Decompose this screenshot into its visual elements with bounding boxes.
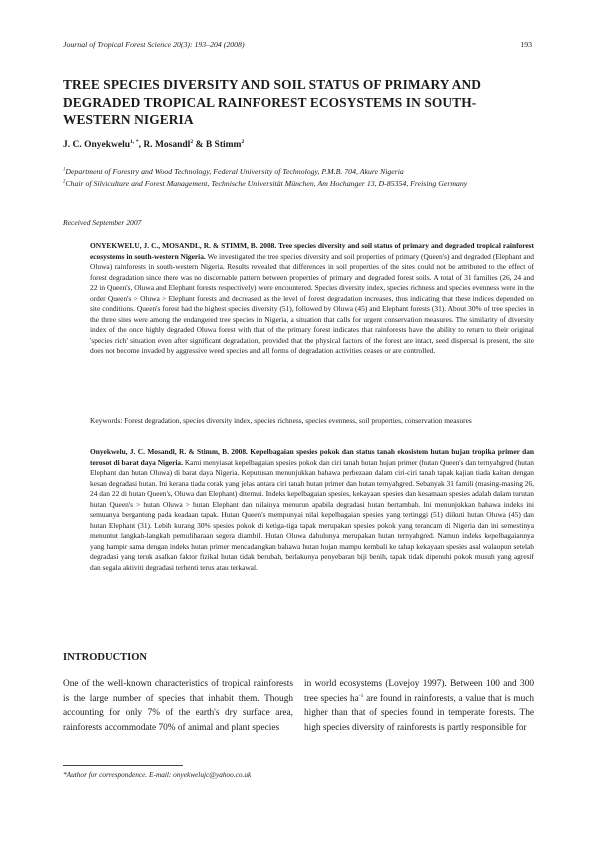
abstract-english	[90, 241, 534, 357]
affiliation-marker: 1	[63, 167, 66, 173]
page-number: 193	[520, 40, 532, 49]
abstract-malay	[90, 447, 534, 573]
author-affiliation-marker: 1, *	[130, 138, 139, 145]
body-text: are found in rainforests, a value that is much higher than that of species found in temperate forests. The high species diversity of rainforests is partly responsible for	[304, 693, 534, 733]
abstract-citation: ONYEKWELU, J. C., MOSANDL, R. & STIMM, B. 2008. Tree species diversity and soil status of primary and degraded tropical rainforest ecosystems in south-western Nigeria.	[90, 241, 534, 261]
article-title: TREE SPECIES DIVERSITY AND SOIL STATUS OF PRIMARY AND DEGRADED TROPICAL RAINFOREST ECOSYSTEMS IN SOUTH-WESTERN NIGERIA	[63, 77, 482, 127]
abstract-body: We investigated the tree species diversity and soil properties of primary (Queen's) and degraded (Elephant and Oluwa) rainforests in south-western Nigeria. Results revealed that differences in soil properties of the sites could not be attributed to the effect of forest degradation since there was no discernable pattern between properties of primary and degraded forest soils. A total of 31 families (26, 24 and 22 in Queen's, Oluwa and Elephant forests respectively) were encountered. Species diversity index, species richness and species evenness were in the order Queen's > Oluwa > Elephant forests and decreased as the level of forest degradation increases, thus indicating that these indices depended on site conditions. Queen's forest had the highest species diversity (51), followed by Oluwa (45) and Elephant forests (31). About 30% of tree species in the three sites were among the endangered tree species in Nigeria, a situation that calls for urgent conservation measures. The similarity of diversity index of the once highly degraded Oluwa forest with that of the primary forest indicates that rainforests have the ability to return to their original 'species rich' situation even after significant degradation, provided that the physical factors of the forest are intact, seed dispersal is present, the site does not become invaded by aggressive weed species and all forms of degradation activities ceases or are controlled.	[90, 251, 534, 355]
abstract-citation: Onyekwelu, J. C. Mosandl, R. & Stimm, B. 2008. Kepelbagaian spesies pokok dan status tanah ekosistem hutan hujan tropika primer dan terosot di barat daya Nigeria.	[90, 447, 534, 467]
author-affiliation-marker: 2	[241, 138, 245, 145]
author-name: & B Stimm	[193, 140, 242, 150]
journal-citation-line: Journal of Tropical Forest Science 20(3): 193–204 (2008)	[63, 40, 245, 49]
introduction-heading: INTRODUCTION	[63, 652, 148, 663]
footnote-divider	[63, 765, 183, 766]
keywords: Keywords: Forest degradation, species diversity index, species richness, species evenness, soil properties, conservation measures	[90, 416, 472, 425]
abstract-body: Kami menyiasat kepelbagaian spesies pokok dan ciri tanah hutan hujan primer (hutan Queen's dan ternyahgred (hutan Elephant dan hutan Oluwa) di barat daya Nigeria. Keputusan menunjukkan bahawa perbezaan dalam ciri-ciri tanah tapak kajian tiada kaitan dengan kesan degradasi hutan. Ini kerana tiada corak yang jelas antara ciri tanah hutan primer dan hutan ternyahgred. Sebanyak 31 famili (masing-masing 26, 24 dan 22 di hutan Queen's, Oluwa dan Elephant) ditemui. Indeks kepelbagaian spesies, kekayaan spesies dan kesamaan spesies adalah dalam turutan hutan Queen's > hutan Oluwa > hutan Elephant dan nilainya menurun apabila degradasi hutan bertambah. Ini menunjukkan bahawa indeks ini semuanya bergantung pada keadaan tapak. Hutan Queen's mempunyai nilai kepelbagaian spesies yang tertinggi (51) diikuti hutan Oluwa (45) dan hutan Elephant (31). Lebih kurang 30% spesies pokok di ketiga-tiga tapak merupakan spesies pokok yang terancam di Nigeria dan ini semestinya menuntut langkah-langkah pemuliharaan segera diambil. Hutan Oluwa dahulunya merupakan hutan ternyahgred. Namun indeks kepelbagaiannya yang hampir sama dengan indeks hutan primer mencadangkan bahawa hutan hujan mampu kembali ke tahap kekayaan spesies asal walaupun setelah degradasi yang teruk asalkan faktor fizikal hutan tidak berubah, berlakunya penyebaran biji benih, tapak tidak dipenuhi pokok musuh yang agresif dan segala aktiviti degradasi terhenti terus atau terkawal.	[90, 457, 534, 572]
affiliation-text: Department of Forestry and Wood Technology, Federal University of Technology, P.M.B. 704, Akure Nigeria	[65, 167, 404, 176]
correspondence-footnote: *Author for correspondence. E-mail: onyekwelujc@yahoo.co.uk	[63, 770, 252, 779]
author-affiliation-marker: 2	[190, 138, 194, 145]
received-date: Received September 2007	[63, 218, 142, 227]
author-name: J. C. Onyekwelu	[63, 140, 131, 150]
author-name: , R. Mosandl	[138, 140, 191, 150]
affiliation-marker: 2	[63, 179, 66, 185]
affiliation-2	[63, 178, 533, 189]
superscript: -1	[358, 692, 364, 699]
introduction-column-left: One of the well-known characteristics of tropical rainforests is the large number of species that inhabit them. Though accounting for only 7% of the earth's dry surface area, rainforests accommodate 70% of animal and plant species	[63, 679, 293, 733]
introduction-column-right	[304, 677, 534, 735]
running-head	[63, 40, 532, 49]
body-text: in world ecosystems (Lovejoy 1997). Between 100 and 300 tree species ha	[304, 679, 534, 704]
affiliation-1	[63, 166, 533, 177]
author-list	[63, 140, 244, 150]
affiliation-text: Chair of Silviculture and Forest Management, Technische Universität München, Am Hochanger 13, D-85354, Freising Germany	[65, 179, 468, 188]
